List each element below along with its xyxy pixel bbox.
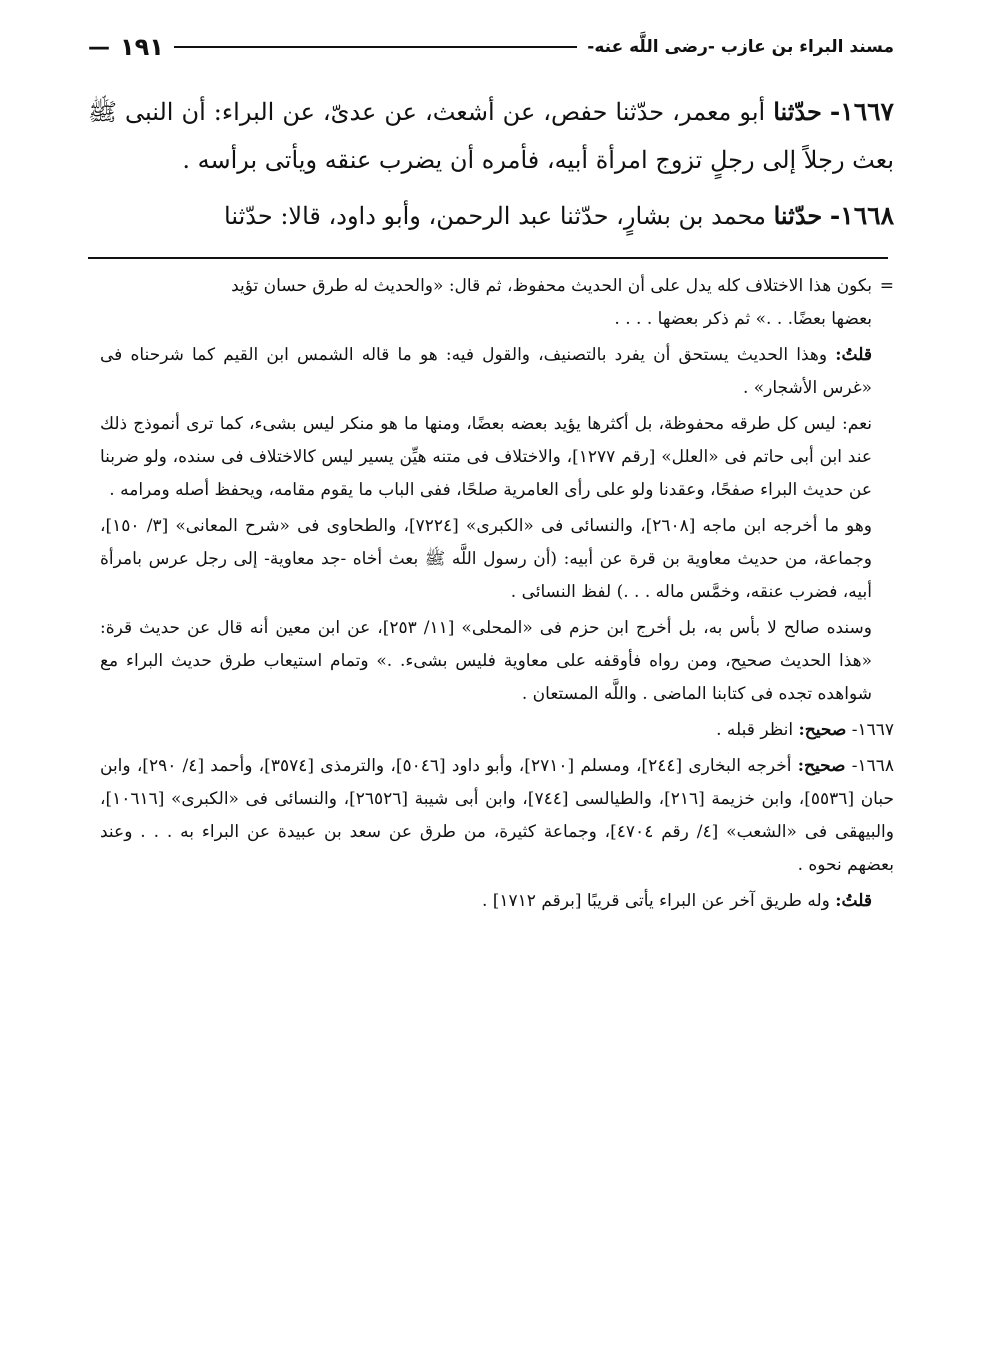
page-header — [88, 30, 894, 64]
grade-label: صحيح: — [797, 756, 846, 776]
footnote-final — [100, 885, 894, 918]
footnote-1668 — [100, 750, 894, 882]
hadith-1668 — [88, 192, 894, 240]
hadith-1667 — [88, 88, 894, 184]
hadith-text: محمد بن بشارٍ، حدّثنا عبد الرحمن، وأبو داود، قالا: حدّثنا — [224, 202, 766, 230]
footnote-line: بكون هذا الاختلاف كله يدل على أن الحديث محفوظ، ثم قال: «والحديث له طرق حسان تؤيد — [231, 276, 872, 296]
footnote-text: وهذا الحديث يستحق أن يفرد بالتصنيف، والقول فيه: هو ما قاله الشمس ابن القيم كما شرحناه فى «غرس الأشجار» . — [100, 345, 872, 398]
footnote-text: أخرجه البخارى [٢٤٤]، ومسلم [٢٧١٠]، وأبو داود [٥٠٤٦]، والترمذى [٣٥٧٤]، وأحمد [٤/ ٢٩٠]، وابن حبان [٥٥٣٦]، وابن خزيمة [٢١٦]، والطيالسى [٧٤٤]، وابن أبى شيبة [٢٦٥٢٦]، والنسائى فى «الكبرى» [١٠٦١٦]، والبيهقى فى «الشعب» [٤/ رقم ٤٧٠٤]، وجماعة كثيرة، من طرق عن سعد بن عبيدة عن البراء به . . . وعند بعضهم نحوه . — [100, 756, 894, 875]
hadith-text: أبو معمر، حدّثنا حفص، عن أشعث، عن عدىّ، عن البراء: أن النبى ﷺ بعث رجلاً إلى رجلٍ تزوج امرأة أبيه، فأمره أن يضرب عنقه ويأتى برأسه . — [88, 98, 894, 174]
qultu-label: قلتُ: — [835, 345, 873, 365]
running-title: مسند البراء بن عازب -رضى اللَّه عنه- — [587, 37, 894, 57]
footnote-para-2 — [100, 339, 894, 405]
footnotes — [100, 270, 894, 921]
footnote-text: انظر قبله . — [716, 720, 794, 740]
footnote-separator — [88, 257, 888, 259]
qultu-label: قلتُ: — [835, 891, 872, 911]
page-number: ١٩١ — [120, 33, 164, 61]
footnote-para-3: نعم: ليس كل طرقه محفوظة، بل أكثرها يؤيد بعضه بعضًا، ومنها ما هو منكر ليس بشىء، كما ترى أنموذج ذلك عند ابن أبى حاتم فى «العلل» [رقم ١٢٧٧]، والاختلاف فى متنه هيِّن يسير ليس كالاختلاف فى سنده، ولو ضربنا عن حديث البراء صفحًا، وعقدنا ولو على رأى العامرية صلحًا، ففى الباب ما يقوم مقامه، ويحفظ أصله ومرامه . — [100, 414, 872, 500]
footnote-para-5: وسنده صالح لا بأس به، بل أخرج ابن حزم فى «المحلى» [١١/ ٢٥٣]، عن ابن معين أنه قال عن حديث قرة: «هذا الحديث صحيح، ومن رواه فأوقفه على معاوية فليس بشىء. .» وتمام استيعاب طرق حديث البراء مع شواهده تجده فى كتابنا الماضى . واللَّه المستعان . — [100, 618, 872, 704]
hadith-lead: حدّثنا — [773, 97, 822, 126]
footnote-line: بعضها بعضًا. . .» ثم ذكر بعضها . . . . — [614, 309, 872, 329]
continuation-mark: = — [879, 276, 894, 296]
footnote-number: ١٦٦٨- — [851, 756, 894, 776]
footnote-1667 — [100, 714, 894, 747]
footnote-para-4: وهو ما أخرجه ابن ماجه [٢٦٠٨]، والنسائى فى «الكبرى» [٧٢٢٤]، والطحاوى فى «شرح المعانى» [٣/ ١٥٠]، وجماعة، من حديث معاوية بن قرة عن أبيه: (أن رسول اللَّه ﷺ بعث أخاه -جد معاوية- إلى رجل عرس بامرأة أبيه، فضرب عنقه، وخمَّس ماله . . .) لفظ النسائى . — [100, 516, 873, 602]
header-dash: — — [88, 34, 110, 60]
grade-label: صحيح: — [798, 720, 847, 740]
header-rule — [174, 46, 577, 48]
hadith-lead: حدّثنا — [773, 201, 823, 230]
hadith-number: ١٦٦٨- — [829, 201, 894, 230]
footnote-para-1 — [100, 270, 894, 336]
footnote-number: ١٦٦٧- — [851, 720, 894, 740]
footnote-text: وله طريق آخر عن البراء يأتى قريبًا [برقم ١٧١٢] . — [481, 891, 830, 911]
hadith-number: ١٦٦٧- — [829, 97, 894, 126]
